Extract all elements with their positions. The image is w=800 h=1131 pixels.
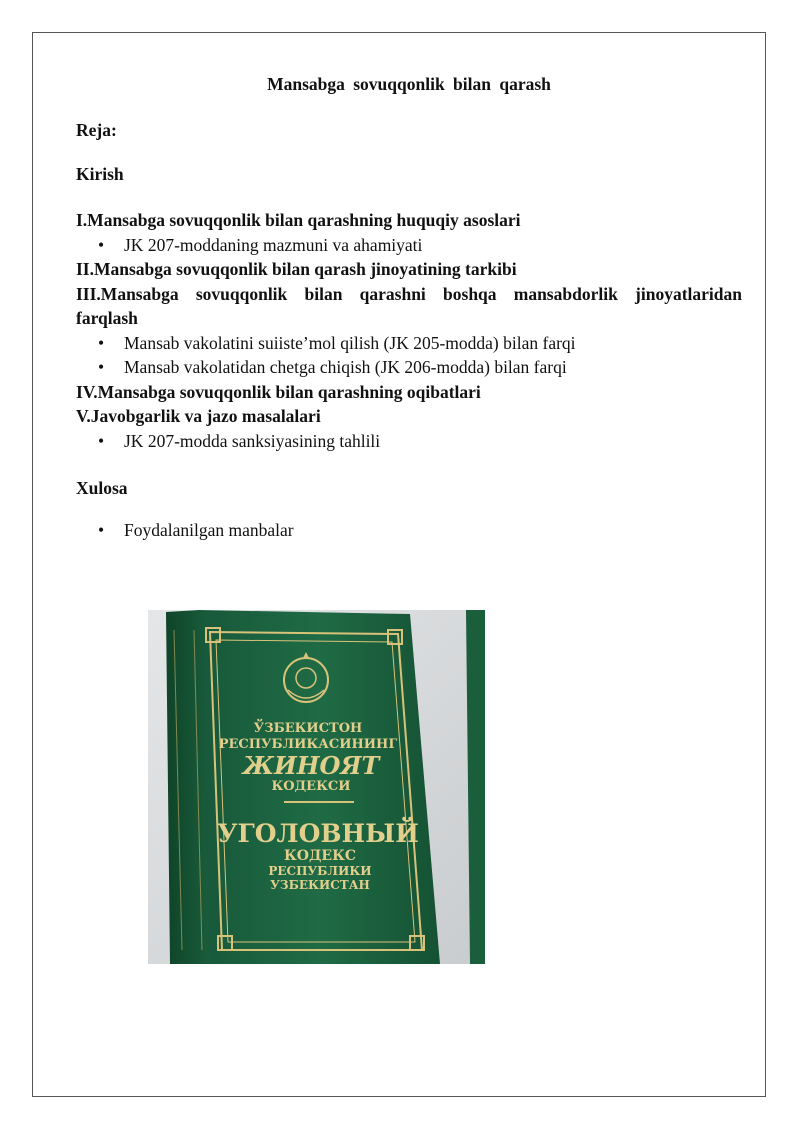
cover-ru-line2: КОДЕКС: [284, 848, 356, 864]
list-item: • JK 207-moddaning mazmuni va ahamiyati: [76, 233, 742, 258]
section-3-heading-line2: farqlash: [76, 308, 138, 328]
bullet-icon: •: [98, 234, 105, 255]
section-5-heading: V.Javobgarlik va jazo masalalari: [76, 406, 321, 426]
bullet-icon: •: [98, 357, 105, 377]
final-bullets: [76, 518, 742, 543]
bullet-icon: •: [98, 430, 105, 451]
book-cover-image: [148, 610, 485, 964]
section-3-heading-line1: III.Mansabga sovuqqonlik bilan qarashni boshqa mansabdorlik jinoyatlaridan: [76, 283, 742, 304]
cover-ru-line1: УГОЛОВНЫЙ: [217, 819, 419, 848]
cover-ru-line4: УЗБЕКИСТАН: [270, 878, 370, 892]
section-5-bullets: [76, 429, 742, 454]
section-4-heading: IV.Mansabga sovuqqonlik bilan qarashning oqibatlari: [76, 381, 481, 402]
cover-uz-line1: ЎЗБЕКИСТОН: [253, 721, 363, 736]
cover-uz-line4: КОДЕКСИ: [271, 779, 351, 794]
plan-label: Reja:: [76, 120, 117, 140]
intro-label: Kirish: [76, 164, 124, 184]
cover-ru-line3: РЕСПУБЛИКИ: [268, 864, 372, 878]
document-body: [76, 74, 742, 543]
section-1-heading: I.Mansabga sovuqqonlik bilan qarashning huquqiy asoslari: [76, 210, 521, 230]
list-item: • JK 207-modda sanksiyasining tahlili: [76, 429, 742, 454]
list-item: • Foydalanilgan manbalar: [76, 518, 742, 543]
bullet-icon: •: [98, 332, 105, 353]
cover-uz-line3: ЖИНОЯТ: [242, 751, 380, 780]
conclusion-label: Xulosa: [76, 478, 128, 498]
section-2-heading: II.Mansabga sovuqqonlik bilan qarash jinoyatining tarkibi: [76, 259, 517, 279]
cover-uz-line2: РЕСПУБЛИКАСИНИНГ: [218, 737, 398, 752]
section-3-bullets: [76, 331, 742, 380]
bullet-icon: •: [98, 520, 105, 540]
document-title: Mansabga sovuqqonlik bilan qarash: [267, 74, 551, 94]
list-item: • Mansab vakolatidan chetga chiqish (JK 206-modda) bilan farqi: [76, 355, 742, 380]
section-1-bullets: [76, 233, 742, 258]
list-item: • Mansab vakolatini suiiste’mol qilish (JK 205-modda) bilan farqi: [76, 331, 742, 356]
